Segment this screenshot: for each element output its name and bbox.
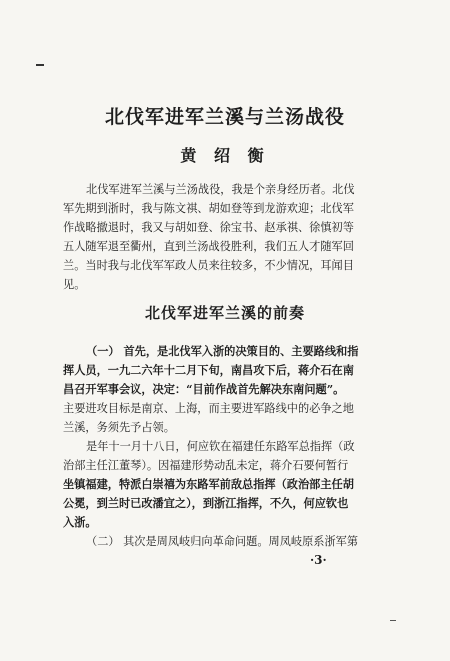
paragraph-line: 入浙。: [63, 515, 97, 529]
paragraph-line: 兰。当时我与北伐军军政人员来往较多，不少情况，耳闻目: [63, 259, 354, 272]
paragraph-line: 昌召开军事会议，决定：“目前作战首先解决东南问题”。: [63, 382, 345, 396]
paragraph-line: 挥人员，一九二六年十二月下旬，南昌攻下后，蒋介石在南: [63, 363, 354, 377]
paragraph-line: （一） 首先，是北伐军入浙的决策目的、主要路线和指: [86, 344, 359, 358]
paragraph-line: 北伐军进军兰溪与兰汤战役，我是个亲身经历者。北伐: [86, 183, 355, 196]
paragraph-line: 兰溪，务须先予占领。: [63, 421, 175, 434]
paragraph-line: 主要进攻目标是南京、上海，而主要进军路线中的必争之地: [63, 402, 354, 415]
paragraph-line: 是年十一月十八日，何应钦在福建任东路军总指挥（政: [86, 440, 355, 453]
paragraph-line: 治部主任江董琴）。因福建形势动乱未定，蒋介石要何暂行: [63, 459, 349, 472]
paragraph-one: [63, 342, 409, 437]
intro-paragraph: [63, 180, 409, 294]
paragraph-line: 公冕，到兰时已改潘宜之），到浙江指挥，不久，何应钦也: [63, 496, 349, 510]
paragraph-line: 军先期到浙时，我与陈文祺、胡如登等到龙游欢迎；北伐军: [63, 202, 354, 215]
paragraph-three: [63, 532, 409, 551]
paragraph-line: 作战略撤退时，我又与胡如登、徐宝书、赵承祺、徐慎初等: [63, 221, 354, 234]
document-title: 北伐军进军兰溪与兰汤战役: [104, 106, 345, 128]
paragraph-two: [63, 437, 409, 532]
paragraph-line: 五人随军退至衢州，直到兰汤战役胜利，我们五人才随军回: [63, 240, 354, 253]
section-heading: 北伐军进军兰溪的前奏: [144, 304, 305, 322]
paragraph-line: 坐镇福建，特派白崇禧为东路军前敌总指挥（政治部主任胡: [63, 477, 354, 491]
margin-mark: [390, 620, 396, 621]
paragraph-line: 见。: [63, 278, 86, 291]
margin-mark: [36, 64, 44, 66]
page-number: ·3·: [310, 553, 327, 567]
author-name: 黄 绍 衡: [180, 146, 270, 165]
paragraph-line: （二） 其次是周凤岐归向革命问题。周凤岐原系浙军第: [86, 535, 359, 548]
